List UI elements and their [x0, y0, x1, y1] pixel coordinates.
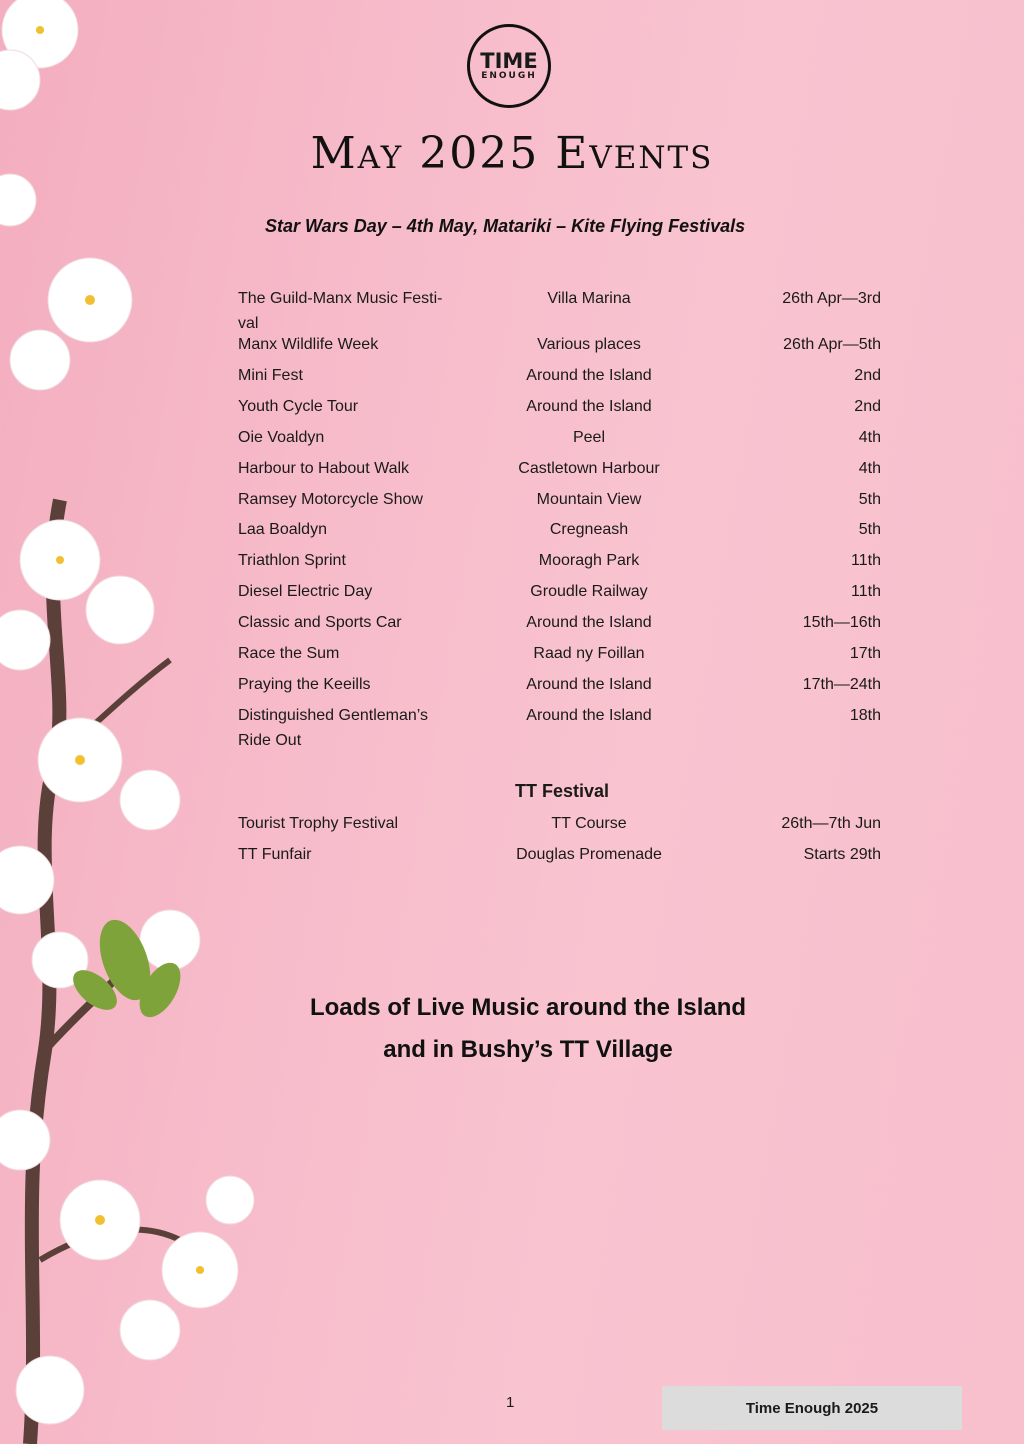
event-date: 5th — [858, 521, 881, 538]
event-date: 26th—7th Jun — [781, 815, 881, 832]
event-name: Harbour to Habout Walk — [238, 460, 410, 477]
event-name: Ramsey Motorcycle Show — [238, 491, 423, 508]
footer-box — [662, 1386, 962, 1430]
event-venue: Around the Island — [526, 614, 652, 631]
event-date: 26th Apr—3rd — [782, 290, 881, 307]
tt-festival-heading: TT Festival — [514, 781, 610, 801]
event-name: Tourist Trophy Festival — [238, 815, 399, 832]
event-venue: Douglas Promenade — [516, 846, 662, 863]
event-venue: Peel — [572, 429, 606, 446]
event-venue: Around the Island — [526, 367, 652, 384]
event-date: 4th — [858, 460, 881, 477]
event-date: Starts 29th — [803, 846, 881, 863]
event-date: 11th — [851, 552, 881, 569]
event-date: 4th — [858, 429, 881, 446]
logo-line2: ENOUGH — [481, 71, 537, 81]
event-name: Youth Cycle Tour — [238, 398, 359, 415]
event-venue: Villa Marina — [547, 290, 631, 307]
event-venue: Raad ny Foillan — [533, 645, 645, 662]
closing-line-1: Loads of Live Music around the Island — [309, 994, 747, 1021]
page-title: May 2025 Events — [310, 128, 714, 179]
event-date: 18th — [849, 707, 881, 724]
event-name: Oie Voaldyn — [238, 429, 325, 446]
event-venue: Around the Island — [526, 398, 652, 415]
time-enough-logo — [467, 24, 551, 108]
closing-line-2: and in Bushy’s TT Village — [383, 1036, 673, 1063]
event-date: 2nd — [854, 367, 881, 384]
logo-line1: TIME — [480, 49, 538, 73]
event-name: Distinguished Gentleman’s Ride Out — [238, 707, 429, 749]
event-date: 17th—24th — [802, 676, 881, 693]
event-venue: Groudle Railway — [530, 583, 648, 600]
event-date: 2nd — [854, 398, 881, 415]
event-name: Mini Fest — [238, 367, 303, 384]
page-number: 1 — [506, 1394, 515, 1411]
event-name: Classic and Sports Car — [238, 614, 402, 631]
event-date: 11th — [851, 583, 881, 600]
event-venue: TT Course — [551, 815, 627, 832]
event-date: 5th — [858, 491, 881, 508]
event-name: Diesel Electric Day — [238, 583, 373, 600]
event-name: Laa Boaldyn — [238, 521, 327, 538]
event-venue: Around the Island — [526, 707, 652, 724]
event-venue: Various places — [537, 336, 641, 353]
subtitle: Star Wars Day – 4th May, Matariki – Kite Flying Festivals — [265, 216, 746, 236]
event-date: 17th — [849, 645, 881, 662]
event-name: The Guild-Manx Music Festi-val — [238, 290, 443, 332]
event-name: TT Funfair — [238, 846, 312, 863]
event-name: Praying the Keeills — [238, 676, 371, 693]
event-name: Manx Wildlife Week — [238, 336, 379, 353]
event-venue: Around the Island — [526, 676, 652, 693]
event-date: 26th Apr—5th — [783, 336, 881, 353]
event-date: 15th—16th — [802, 614, 881, 631]
event-name: Race the Sum — [238, 645, 340, 662]
event-venue: Mountain View — [536, 491, 642, 508]
event-venue: Castletown Harbour — [518, 460, 660, 477]
event-venue: Cregneash — [549, 521, 629, 538]
event-venue: Mooragh Park — [538, 552, 640, 569]
event-name: Triathlon Sprint — [238, 552, 346, 569]
footer-label: Time Enough 2025 — [745, 1399, 879, 1417]
